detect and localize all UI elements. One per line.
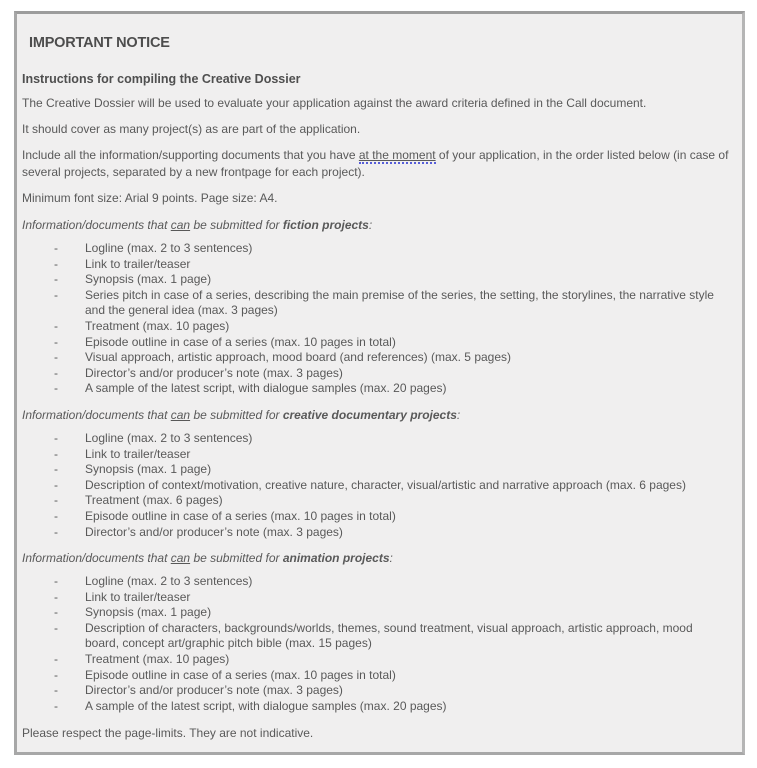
section-fiction bbox=[22, 217, 734, 397]
list-item: - Link to trailer/teaser bbox=[54, 589, 191, 604]
notice-title: IMPORTANT NOTICE bbox=[29, 35, 170, 51]
list-bullet: - bbox=[54, 446, 58, 461]
heading-suffix: : bbox=[368, 218, 373, 232]
list-item: - Episode outline in case of a series (max. 10 pages in total) bbox=[54, 334, 396, 349]
list-bullet: - bbox=[54, 462, 58, 477]
fiction-list bbox=[22, 241, 734, 397]
list-item: - Logline (max. 2 to 3 sentences) bbox=[54, 430, 253, 445]
section-heading-documentary bbox=[22, 407, 734, 424]
animation-list bbox=[22, 574, 734, 714]
list-item: - A sample of the latest script, with dialogue samples (max. 20 pages) bbox=[54, 698, 447, 713]
list-bullet: - bbox=[54, 698, 58, 713]
heading-suffix: : bbox=[389, 551, 393, 566]
list-item: - Logline (max. 2 to 3 sentences) bbox=[54, 241, 253, 255]
list-item: - Treatment (max. 10 pages) bbox=[54, 318, 230, 333]
list-item: - Treatment (max. 6 pages) bbox=[54, 493, 223, 508]
list-item: - Synopsis (max. 1 page) bbox=[54, 462, 212, 477]
list-bullet: - bbox=[54, 524, 58, 539]
heading-can-underlined: can bbox=[170, 218, 191, 232]
list-item: - Synopsis (max. 1 page) bbox=[54, 605, 212, 620]
heading-mid: be submitted for bbox=[190, 407, 283, 422]
list-bullet: - bbox=[54, 589, 58, 604]
notice-subtitle: Instructions for compiling the Creative Dossier bbox=[22, 72, 301, 86]
list-item: - Treatment (max. 10 pages) bbox=[54, 652, 230, 667]
list-item: - Series pitch in case of a series, describing the main premise of the series, the setting, the storylines, the narrative style and the general idea (max. 3 pages) bbox=[54, 287, 714, 318]
heading-can-underlined: can bbox=[170, 407, 191, 422]
list-item: - Logline (max. 2 to 3 sentences) bbox=[54, 574, 253, 589]
list-bullet: - bbox=[54, 430, 58, 445]
list-bullet: - bbox=[54, 381, 58, 396]
heading-project-type: animation projects bbox=[282, 551, 390, 566]
heading-project-type: fiction projects bbox=[282, 218, 369, 232]
list-bullet: - bbox=[54, 334, 58, 349]
section-heading-fiction bbox=[22, 217, 734, 234]
list-bullet: - bbox=[54, 272, 58, 287]
paragraph-include bbox=[22, 147, 734, 181]
heading-suffix: : bbox=[456, 407, 461, 422]
heading-prefix: Information/documents that bbox=[22, 551, 171, 566]
heading-can-underlined: can bbox=[170, 551, 191, 566]
list-item: - Description of context/motivation, creative nature, character, visual/artistic and narrative approach (max. 6 pages) bbox=[54, 477, 686, 492]
list-bullet: - bbox=[54, 287, 58, 302]
list-bullet: - bbox=[54, 477, 58, 492]
heading-mid: be submitted for bbox=[190, 551, 283, 566]
list-bullet: - bbox=[54, 683, 58, 698]
list-bullet: - bbox=[54, 350, 58, 365]
list-bullet: - bbox=[54, 605, 58, 620]
section-documentary bbox=[22, 407, 734, 540]
heading-prefix: Information/documents that bbox=[22, 407, 171, 422]
heading-project-type: creative documentary projects bbox=[282, 407, 457, 422]
list-item: - Synopsis (max. 1 page) bbox=[54, 272, 212, 287]
list-item: - Description of characters, backgrounds/worlds, themes, sound treatment, visual approach, artistic approach, mood board, concept art/graphic pitch bible (max. 15 pages) bbox=[54, 620, 693, 651]
heading-prefix: Information/documents that bbox=[22, 218, 171, 232]
footer-note: Please respect the page-limits. They are not indicative. bbox=[22, 726, 314, 741]
list-bullet: - bbox=[54, 365, 58, 380]
list-bullet: - bbox=[54, 574, 58, 589]
section-animation bbox=[22, 550, 734, 714]
paragraph-purpose: The Creative Dossier will be used to evaluate your application against the award criteria defined in the Call document. bbox=[22, 96, 647, 110]
list-item: - Director’s and/or producer’s note (max. 3 pages) bbox=[54, 683, 343, 698]
list-item: - Link to trailer/teaser bbox=[54, 446, 191, 461]
list-item: - Episode outline in case of a series (max. 10 pages in total) bbox=[54, 508, 396, 523]
grammar-checked-phrase: at the moment bbox=[358, 148, 436, 162]
list-bullet: - bbox=[54, 652, 58, 667]
list-bullet: - bbox=[54, 256, 58, 271]
important-notice-panel bbox=[14, 11, 745, 755]
list-item: - Link to trailer/teaser bbox=[54, 256, 191, 271]
list-item: - Director’s and/or producer’s note (max. 3 pages) bbox=[54, 524, 343, 539]
list-bullet: - bbox=[54, 493, 58, 508]
list-bullet: - bbox=[54, 667, 58, 682]
list-item: - Episode outline in case of a series (max. 10 pages in total) bbox=[54, 667, 396, 682]
list-item: - A sample of the latest script, with dialogue samples (max. 20 pages) bbox=[54, 381, 447, 396]
list-bullet: - bbox=[54, 508, 58, 523]
list-item: - Director’s and/or producer’s note (max. 3 pages) bbox=[54, 365, 343, 380]
paragraph-include-before: Include all the information/supporting documents that you have bbox=[22, 148, 359, 162]
paragraph-include-after: of your application, in the order listed below (in case of several projects, separated by a new frontpage for each project). bbox=[22, 148, 729, 179]
list-bullet: - bbox=[54, 318, 58, 333]
list-item: - Visual approach, artistic approach, mood board (and references) (max. 5 pages) bbox=[54, 350, 512, 365]
list-bullet: - bbox=[54, 241, 58, 255]
documentary-list bbox=[22, 431, 734, 540]
paragraph-coverage: It should cover as many project(s) as are part of the application. bbox=[22, 122, 361, 136]
list-bullet: - bbox=[54, 620, 58, 635]
paragraph-font-size: Minimum font size: Arial 9 points. Page size: A4. bbox=[22, 191, 278, 205]
heading-mid: be submitted for bbox=[190, 218, 283, 232]
section-heading-animation bbox=[22, 550, 734, 567]
